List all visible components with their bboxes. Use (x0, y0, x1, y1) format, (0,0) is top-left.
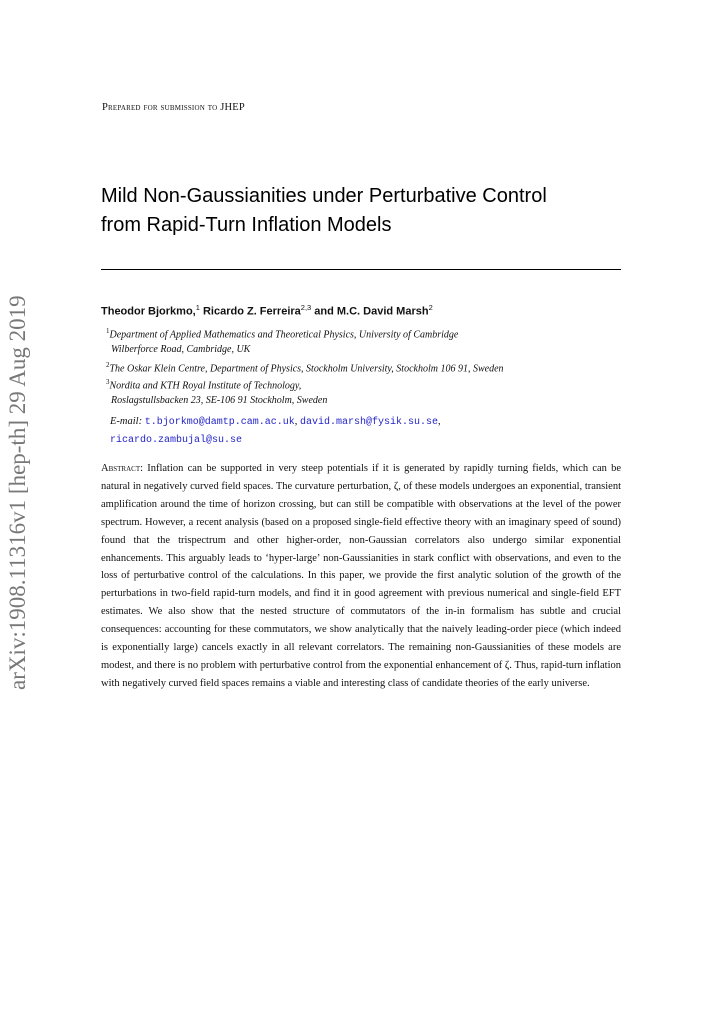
author-name: Theodor Bjorkmo, (101, 305, 196, 318)
affiliation-1: $^1$Department of Applied Mathematics and Theoretical Physics, University of Cambridge (106, 327, 459, 341)
email-link[interactable]: ricardo.zambujal@su.se (110, 435, 243, 446)
author-name: and M.C. David Marsh (311, 305, 429, 318)
email-link[interactable]: t.bjorkmo@damtp.cam.ac.uk (144, 417, 295, 428)
author-affiliation-mark: 2,3 (300, 303, 312, 312)
abstract (101, 460, 621, 693)
title-line-1: Mild Non-Gaussianities under Perturbative Control (101, 185, 547, 207)
author-affiliation-mark: 2 (428, 303, 433, 312)
affiliation-3: $^3$Nordita and KTH Royal Institute of Technology, (106, 378, 302, 392)
title-line-2: from Rapid-Turn Inflation Models (101, 214, 392, 236)
title-rule (101, 269, 621, 270)
author-affiliation-mark: 1 (195, 303, 200, 312)
affiliation-2: $^2$The Oskar Klein Centre, Department of Physics, Stockholm University, Stockholm 106 91, Sweden (106, 361, 504, 375)
abstract-heading: Abstract: (101, 463, 144, 474)
paper-title (101, 182, 641, 240)
affiliation-1-address: Wilberforce Road, Cambridge, UK (111, 344, 251, 355)
author-name: Ricardo Z. Ferreira (199, 305, 301, 318)
affiliation-3-address: Roslagstullsbacken 23, SE-106 91 Stockholm, Sweden (111, 395, 328, 406)
email-label: E-mail: (110, 416, 143, 427)
author-list (101, 303, 433, 318)
email-link[interactable]: david.marsh@fysik.su.se (299, 417, 439, 428)
abstract-body: Inflation can be supported in very steep potentials if it is generated by rapidly turning fields, which can be natural in negatively curved field spaces. The curvature perturbation, ζ, of these models undergoes an exponential, transient amplification around the time of horizon crossing, but can still be compatible with observations at the level of the power spectrum. However, a recent analysis (based on a proposed single-field effective theory with an imaginary speed of sound) found that the trispectrum and other higher-order, non-Gaussian correlators also undergo similar exponential enhancements. This arguably leads to ‘hyper-large’ non-Gaussianities in stark conflict with observations, and even to the loss of perturbative control of the calculations. In this paper, we provide the first analytic solution of the growth of the perturbations in two-field rapid-turn models, and find it in good agreement with previous numerical and single-field EFT estimates. We also show that the nested structure of commutators of the in-in formalism has subtle and crucial consequences: accounting for these commutators, we show analytically that the naively leading-order piece (which indeed is exponentially large) cancels exactly in all relevant correlators. The remaining non-Gaussianities of these models are modest, and there is no problem with perturbative control from the exponential enhancement of ζ. Thus, rapid-turn inflation with negatively curved field spaces remains a viable and interesting class of candidate theories of the early universe. (101, 463, 622, 689)
prepared-for-note: Prepared for submission to JHEP (102, 102, 245, 113)
email-block: E-mail: t.bjorkmo@damtp.cam.ac.uk, david.marsh@fysik.su.se, ricardo.zambujal@su.se (110, 416, 441, 446)
